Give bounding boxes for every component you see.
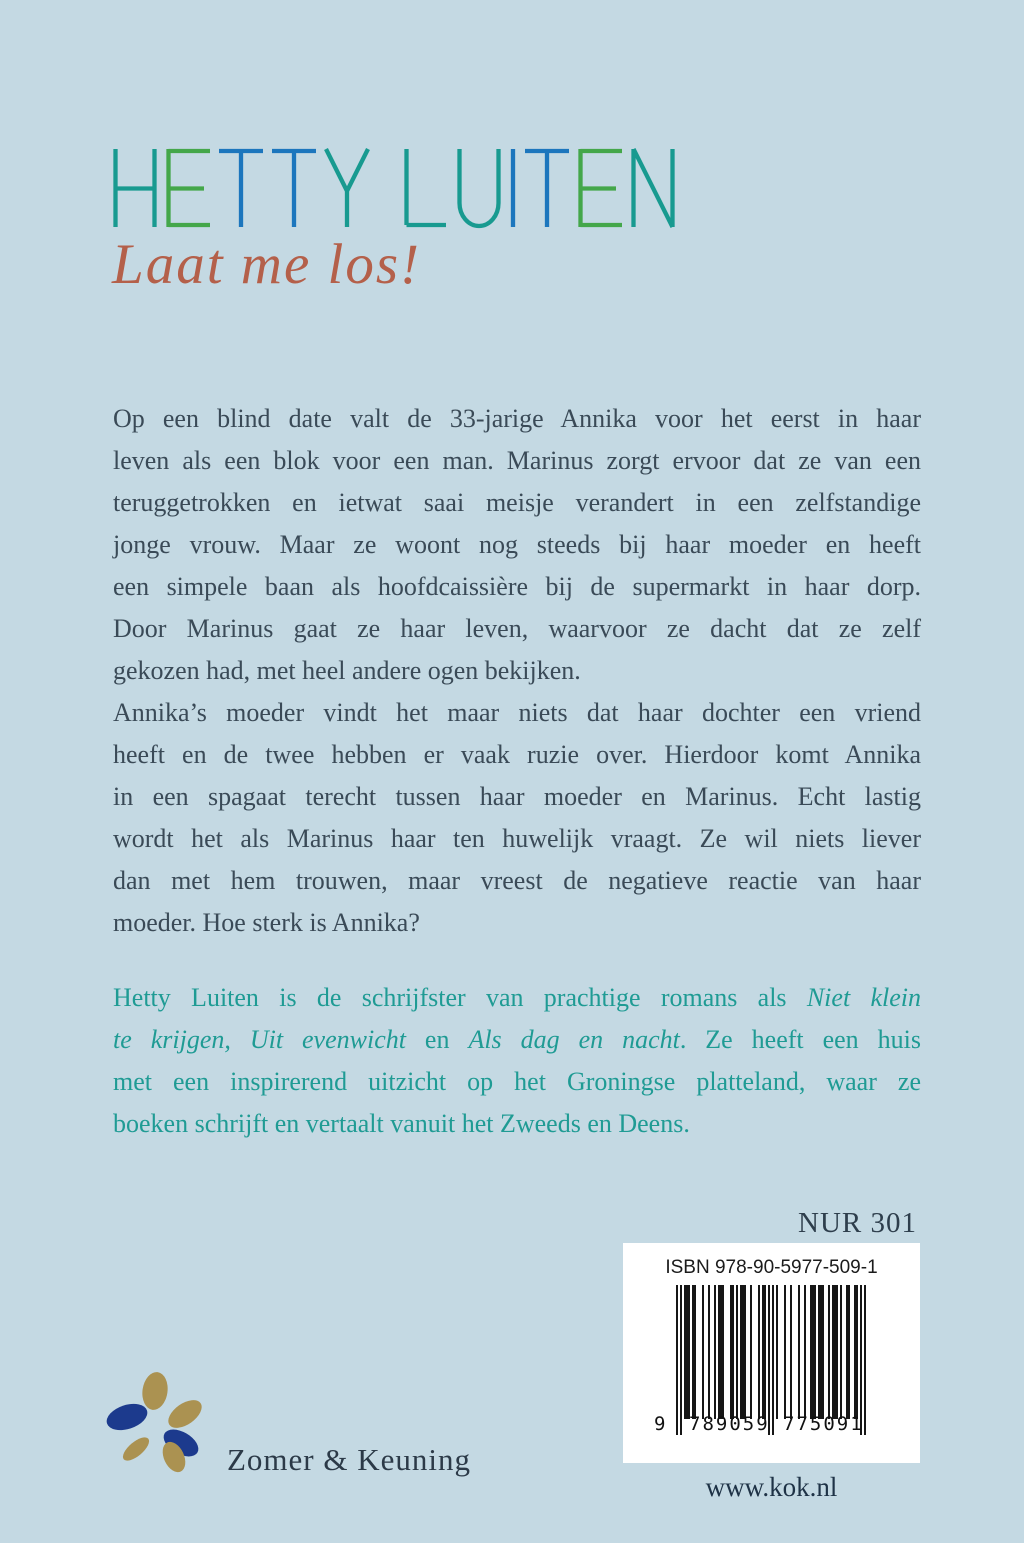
text-line: Annika’s moeder vindt het maar niets dat haar dochter een vriend [113,698,921,727]
text-line [113,1019,921,1061]
text-line: moeder. Hoe sterk is Annika? [113,908,420,937]
text-line: dan met hem trouwen, maar vreest de negatieve reactie van haar [113,866,921,895]
text-line: heeft en de twee hebben er vaak ruzie over. Hierdoor komt Annika [113,740,921,769]
text-line: een simpele baan als hoofdcaissière bij de supermarkt in haar dorp. [113,572,921,601]
publisher-name: Zomer & Keuning [227,1442,472,1477]
text-segment: met een inspirerend uitzicht op het Groningse platteland, waar ze [113,1067,921,1096]
text-segment: Hetty Luiten is de schrijfster van prachtige romans als [113,983,807,1012]
text-line [113,1103,921,1145]
petal [140,1370,170,1411]
text-line: in een spagaat terecht tussen haar moeder en Marinus. Echt lastig [113,782,921,811]
text-line: gekozen had, met heel andere ogen bekijken. [113,656,581,685]
referenced-book-title: te krijgen, Uit evenwicht [113,1025,406,1054]
text-line: Door Marinus gaat ze haar leven, waarvoor ze dacht dat ze zelf [113,614,921,643]
barcode-digit-lead: 9 [654,1413,668,1435]
petal [103,1399,150,1435]
isbn-label: ISBN 978-90-5977-509-1 [665,1257,878,1278]
text-segment: en [405,1025,469,1054]
blurb-text [113,398,921,944]
barcode-digit-group1: 789059 [689,1413,770,1435]
author-note-text [113,977,921,1145]
text-line [113,1061,921,1103]
text-line: wordt het als Marinus haar ten huwelijk vraagt. Ze wil niets liever [113,824,921,853]
text-line: teruggetrokken en ietwat saai meisje verandert in een zelfstandige [113,488,921,517]
text-segment: boeken schrijft en vertaalt vanuit het Zweeds en Deens. [113,1109,690,1138]
publisher-flower-logo-icon [100,1358,230,1476]
author-name-lettering [113,148,693,232]
referenced-book-title: Niet klein [806,983,921,1012]
barcode-digit-group2: 775091 [783,1413,864,1435]
text-line [113,977,921,1019]
nur-code: NUR 301 [798,1207,917,1239]
publisher-website: www.kok.nl [705,1472,838,1502]
referenced-book-title: Als dag en nacht [468,1025,680,1054]
petal [119,1433,153,1464]
petal [163,1395,206,1434]
text-line: jonge vrouw. Maar ze woont nog steeds bij haar moeder en heeft [113,530,921,559]
text-line: leven als een blok voor een man. Marinus zorgt ervoor dat ze van een [113,446,921,475]
text-segment: . Ze heeft een huis [679,1025,921,1054]
book-title: Laat me los! [112,233,421,296]
text-line: Op een blind date valt de 33-jarige Annika voor het eerst in haar [113,404,921,433]
barcode-panel [623,1243,920,1463]
